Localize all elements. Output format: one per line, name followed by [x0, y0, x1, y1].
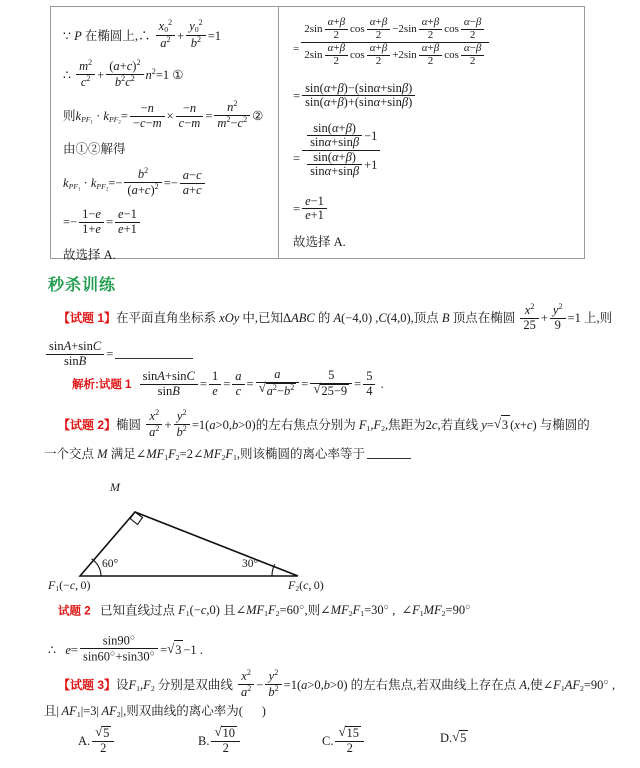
problem-2-solution-text-c: ,则: [304, 603, 321, 618]
left-line-5: $k_{PF_1} \cdot k_{PF_2}=-$ $\frac{b^2}{(a+c)^2}$ =− $\frac{a-c}{a+c}$: [63, 167, 270, 197]
figure-angle-30: 30°: [242, 558, 259, 570]
problem-1-question-expr: $\frac{\sin A+\sin C}{\sin B}$ =: [44, 340, 195, 368]
problem-1-solution: 解析:试题 1 $\frac{\sin A+\sin C}{\sin B}$ = $\frac{1}{e}$ = $\frac{a}{c}$ = a √ $a^2-b^2$ = 5 √ 25−9 = $\frac{5}{4}$ .: [72, 368, 384, 398]
section-heading: 秒杀训练: [48, 277, 117, 294]
problem-2-solution-line1: 试题 2 已知直线过点 $F_1(-c,0)$ 且$\angle MF_1F_2=60^○$,则$\angle MF_2F_1=30^○$ , $\angle F_1MF_2=90^○$: [58, 602, 471, 619]
choice-d-label: D.: [440, 731, 453, 745]
left-line-6: =− $\frac{1-e}{1+e}$ = $\frac{e-1}{e+1}$: [63, 208, 270, 236]
left-line-4: 由①②解得: [63, 142, 126, 157]
problem-1-tag: 【试题 1】: [58, 311, 117, 326]
problem-1-answer-blank[interactable]: [115, 348, 193, 360]
problem-2-answer-blank[interactable]: [367, 448, 411, 460]
problem-2-tag: 【试题 2】: [58, 418, 117, 433]
figure-label-m: M: [110, 480, 120, 494]
problem-3-text-d: ,使: [527, 678, 543, 693]
problem-3-text-g: ): [261, 704, 266, 718]
problem-1-text-e: 顶点在椭圆: [449, 311, 519, 326]
problem-2-solution-text-a: 已知直线过点: [99, 603, 179, 618]
problem-2-text-d: ,若直线: [437, 418, 482, 433]
table-cell-right: [279, 7, 584, 258]
choice-a[interactable]: A. √ $\frac{5}{2}$: [78, 726, 116, 755]
problem-2-solution-expr: ∴ e= $\frac{\sin 90^○}{\sin 60^○+\sin 30^○}$ = √ 3 −1 .: [48, 633, 203, 664]
problem-3-statement-line2: 且| $AF_1|=3|$ $AF_2|$,则双曲线的离心率为( ): [44, 704, 266, 720]
problem-3-text-a: 设: [116, 678, 129, 693]
figure-label-f2: $F_2(c$, 0): [288, 578, 324, 594]
right-line-4: = $\frac{e-1}{e+1}$: [293, 195, 576, 223]
right-line-1: = 2sin $\frac{\alpha+\beta}{2}$ cos $\frac{\alpha+\beta}{2}$ −2sin $\frac{\alpha+\beta}{2}$ cos $\frac{\alpha-\beta}{2}$ 2sin $\frac{\alpha+\beta}{2}$ cos $\frac{\alpha+\beta}{2}$ +2sin $\frac{\alpha+\beta}{2}$ cos $\frac{\alpha-\beta}{2}$: [293, 17, 576, 68]
problem-2-text-a: 椭圆: [116, 418, 145, 433]
problem-2-text-e: 与椭圆的: [536, 418, 590, 433]
problem-2-text-f: 一个交点: [44, 447, 98, 461]
choice-c-label: C.: [322, 734, 334, 748]
problem-1-text-a: 在平面直角坐标系: [116, 311, 220, 326]
problem-1-text-d: ,顶点: [410, 311, 442, 326]
problem-3-text-e: 且: [44, 704, 57, 718]
problem-3-text-f: ,则双曲线的离心率为(: [123, 704, 243, 718]
problem-1-text-b: 中,已知: [239, 311, 284, 326]
figure-angle-60: 60°: [102, 558, 119, 570]
problem-1-solution-tag: 解析:试题 1: [72, 379, 132, 392]
choice-b[interactable]: B. √ $\frac{10}{2}$: [198, 726, 242, 755]
solution-table: [50, 6, 585, 263]
table-cell-left: [51, 7, 278, 263]
problem-2-solution-text-b: 且: [219, 603, 236, 618]
left-line-3: 则$k_{PF_1} \cdot k_{PF_2}=$ $\frac{-n}{-c-m}$ × $\frac{-n}{c-m}$ = $\frac{n^2}{m^2-c^2}$ ②: [63, 99, 264, 130]
problem-2-text-c: ,焦距为: [385, 418, 426, 433]
right-line-2: = $\frac{\sin(\alpha+\beta)-(\sin\alpha+\sin\beta)}{\sin(\alpha+\beta)+(\sin\alpha+\sin\beta)}$: [293, 82, 576, 110]
problem-2-solution-tag: 试题 2: [58, 605, 91, 618]
problem-1-text-c: 的: [314, 311, 334, 326]
problem-1-coord: xOy: [219, 311, 240, 326]
problem-2-text-h: ,则该椭圆的离心率等于: [236, 447, 366, 461]
right-line-3: = $\frac{\sin(\alpha+\beta)}{\sin\alpha+\sin\beta}$ −1 $\frac{\sin(\alpha+\beta)}{\sin\alpha+\sin\beta}$ +1: [293, 122, 576, 179]
left-line-2: ∴ $\frac{m^2}{c^2}$ + $\frac{(a+c)^2}{b^2c^2}$ $n^2=1$ ①: [63, 58, 184, 89]
problem-1-text-f: 上,则: [580, 311, 613, 326]
problem-2-statement-line2: 一个交点 M 满足$\angle MF_1F_2=2\angle MF_2F_1$,则该椭圆的离心率等于: [44, 445, 634, 464]
problem-2-statement-line1: 【试题 2】椭圆 $\frac{x^2}{a^2}$ + $\frac{y^2}{b^2}$ =1(a>0,b>0)的左右焦点分别为 $F_1,F_2$,焦距为2c,若直线 y= √ 3 (x+c) 与椭圆的: [58, 409, 633, 439]
choice-a-label: A.: [78, 734, 91, 748]
problem-2-text-b: 的左右焦点分别为: [255, 418, 359, 433]
left-line-1: ∵ P 在椭圆上,∴ $\frac{x_0^2}{a^2}$ + $\frac{y_0^2}{b^2}$ =1: [63, 18, 221, 50]
problem-2-text-g: 满足: [107, 447, 136, 461]
figure-label-f1: $F_1(-c$, 0): [48, 578, 91, 594]
choice-c[interactable]: C. √ $\frac{15}{2}$: [322, 726, 366, 755]
choice-d[interactable]: D. √ 5: [440, 730, 468, 746]
problem-3-statement-line1: 【试题 3】设$F_1,F_2$ 分别是双曲线 $\frac{x^2}{a^2}$ − $\frac{y^2}{b^2}$ =1(a>0,b>0) 的左右焦点,若双曲线上存在点 A,使$\angle F_1AF_2=90^○$ ,: [58, 668, 616, 699]
right-conclusion: 故选择 A.: [293, 234, 346, 249]
left-conclusion: 故选择 A.: [63, 248, 116, 263]
choice-b-label: B.: [198, 734, 210, 748]
triangle-figure: [48, 480, 350, 594]
problem-3-tag: 【试题 3】: [58, 678, 117, 693]
problem-3-text-b: 分别是双曲线: [154, 678, 236, 693]
problem-3-text-c: 的左右焦点,若双曲线上存在点: [347, 678, 520, 693]
problem-1-statement: 【试题 1】在平面直角坐标系 xOy 中,已知ΔABC 的 A(−4,0) ,C(4,0),顶点 B 顶点在椭圆 $\frac{x^2}{25}$ + $\frac{y^2}{9}$ =1 上,则: [58, 302, 613, 332]
